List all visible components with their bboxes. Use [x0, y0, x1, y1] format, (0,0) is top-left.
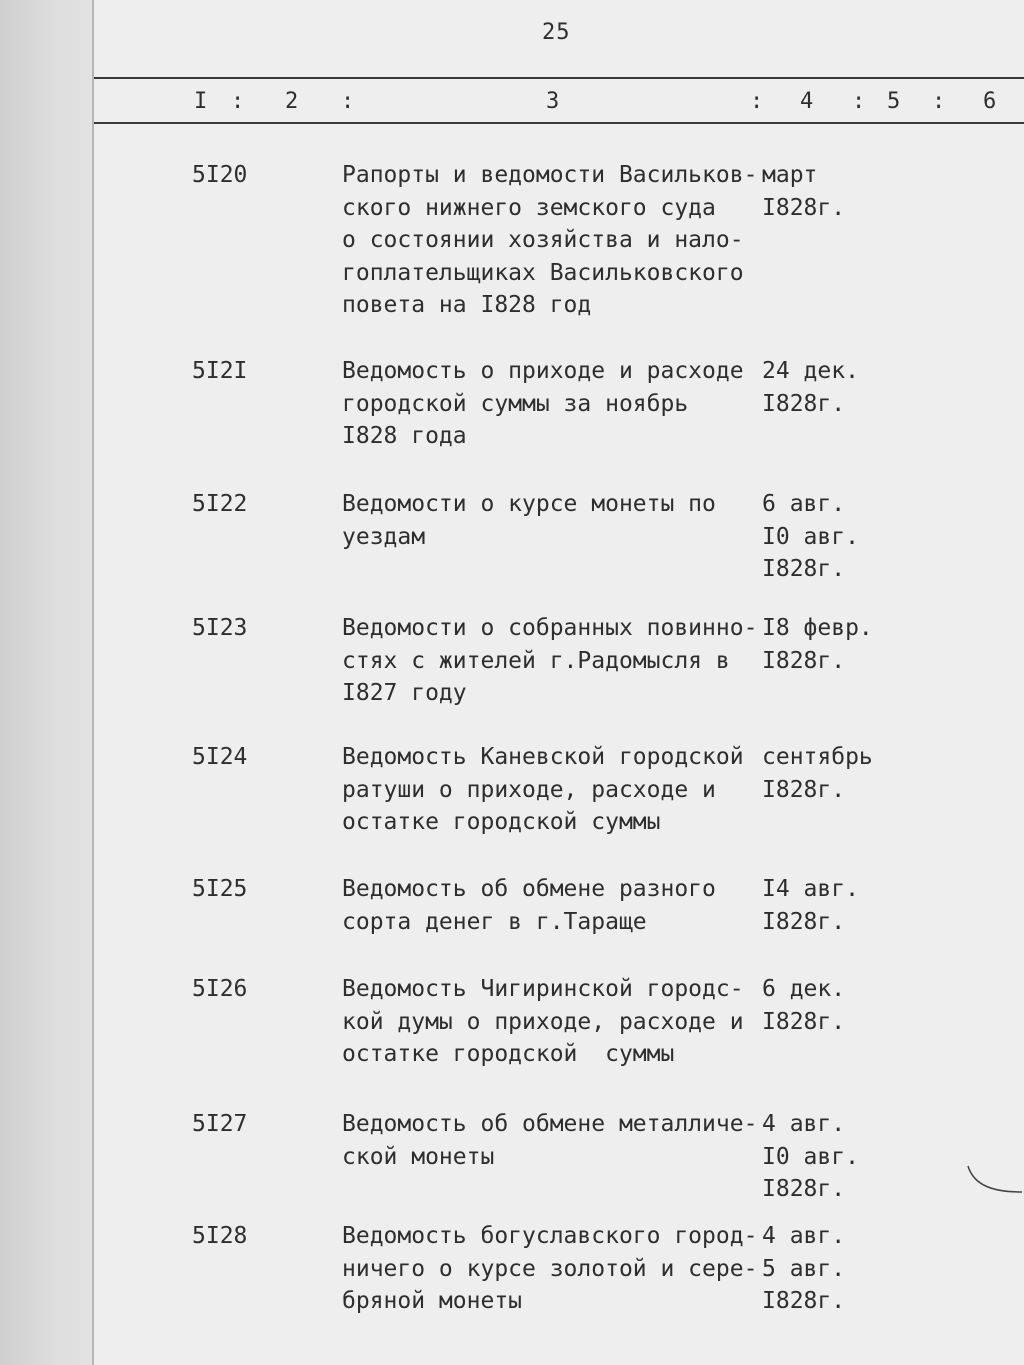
description-line: повета на I828 год	[342, 292, 592, 318]
date-line: I828г.	[762, 647, 846, 674]
description-line: Ведомости о курсе монеты по	[342, 491, 716, 517]
record-dates	[762, 612, 922, 677]
column-header-2: 2	[285, 89, 299, 114]
description-line: бряной монеты	[342, 1288, 523, 1314]
record-number: 5I27	[192, 1111, 248, 1137]
record-description	[342, 1108, 762, 1173]
date-line: 5 авг.	[762, 1255, 846, 1282]
date-line: I828г.	[762, 1176, 846, 1202]
date-line: сентябрь	[762, 744, 873, 770]
header-top-rule	[94, 77, 1024, 79]
date-line: I828г.	[762, 194, 846, 221]
record-description	[342, 355, 762, 453]
record-description	[342, 1220, 762, 1318]
description-line: Рапорты и ведомости Васильков-	[342, 162, 758, 188]
description-line: ской монеты	[342, 1143, 495, 1170]
date-line: I0 авг.	[762, 1143, 859, 1170]
column-header-1: I	[194, 89, 208, 114]
date-line: I828г.	[762, 390, 846, 417]
description-line: остатке городской суммы	[342, 1041, 675, 1067]
date-line: I828г.	[762, 776, 846, 803]
date-line: 4 авг.	[762, 1223, 846, 1249]
header-bottom-rule	[94, 122, 1024, 124]
previous-page-edge	[0, 0, 95, 1365]
description-line: Ведомость богуславского город-	[342, 1223, 758, 1249]
page-number: 25	[542, 20, 571, 45]
column-separator: :	[750, 89, 764, 114]
date-line: 6 авг.	[762, 491, 846, 517]
description-line: Ведомость Чигиринской городс-	[342, 976, 744, 1002]
date-line: I828г.	[762, 1288, 846, 1314]
record-description	[342, 159, 762, 322]
record-number: 5I2I	[192, 358, 248, 384]
date-line: I828г.	[762, 1008, 846, 1035]
description-line: стях с жителей г.Радомысля в	[342, 647, 730, 674]
record-dates	[762, 873, 922, 938]
date-line: I828г.	[762, 556, 846, 582]
record-number: 5I20	[192, 162, 248, 188]
record-number: 5I26	[192, 976, 248, 1002]
record-number: 5I25	[192, 876, 248, 902]
record-description	[342, 873, 762, 938]
record-description	[342, 612, 762, 710]
date-line: I0 авг.	[762, 523, 859, 550]
description-line: Ведомость об обмене разного	[342, 876, 716, 902]
date-line: 24 дек.	[762, 358, 859, 384]
record-dates	[762, 1108, 922, 1206]
date-line: I828г.	[762, 908, 846, 935]
description-line: Ведомость об обмене металличе-	[342, 1111, 758, 1137]
record-dates	[762, 355, 922, 420]
record-dates	[762, 973, 922, 1038]
record-dates	[762, 159, 922, 224]
pen-stroke-mark	[960, 1158, 1024, 1198]
date-line: март	[762, 162, 818, 188]
record-description	[342, 741, 762, 839]
record-dates	[762, 488, 922, 586]
description-line: I827 году	[342, 680, 467, 706]
page-fold-line	[92, 0, 94, 1365]
record-dates	[762, 741, 922, 806]
column-header-6: 6	[983, 89, 997, 114]
column-separator: :	[932, 89, 946, 114]
date-line: 6 дек.	[762, 976, 846, 1002]
description-line: Ведомость о приходе и расходе	[342, 358, 744, 384]
description-line: сорта денег в г.Тараще	[342, 908, 647, 935]
description-line: Ведомости о собранных повинно-	[342, 615, 758, 641]
column-separator: :	[852, 89, 866, 114]
record-number: 5I23	[192, 615, 248, 641]
description-line: гоплательщиках Васильковского	[342, 259, 744, 286]
column-header-4: 4	[800, 89, 814, 114]
column-header-3: 3	[546, 89, 560, 114]
description-line: ратуши о приходе, расходе и	[342, 776, 716, 803]
description-line: ничего о курсе золотой и сере-	[342, 1255, 758, 1282]
description-line: I828 года	[342, 423, 467, 449]
record-number: 5I22	[192, 491, 248, 517]
description-line: кой думы о приходе, расходе и	[342, 1008, 744, 1035]
record-description	[342, 973, 762, 1071]
column-header-5: 5	[887, 89, 901, 114]
record-description	[342, 488, 762, 553]
column-separator: :	[231, 89, 245, 114]
date-line: 4 авг.	[762, 1111, 846, 1137]
description-line: о состоянии хозяйства и нало-	[342, 227, 744, 253]
record-number: 5I24	[192, 744, 248, 770]
record-number: 5I28	[192, 1223, 248, 1249]
description-line: городской суммы за ноябрь	[342, 390, 689, 417]
description-line: уездам	[342, 523, 426, 550]
date-line: I4 авг.	[762, 876, 859, 902]
description-line: ского нижнего земского суда	[342, 194, 716, 221]
description-line: Ведомость Каневской городской	[342, 744, 744, 770]
column-separator: :	[341, 89, 355, 114]
record-dates	[762, 1220, 922, 1318]
description-line: остатке городской суммы	[342, 809, 661, 835]
date-line: I8 февр.	[762, 615, 873, 641]
